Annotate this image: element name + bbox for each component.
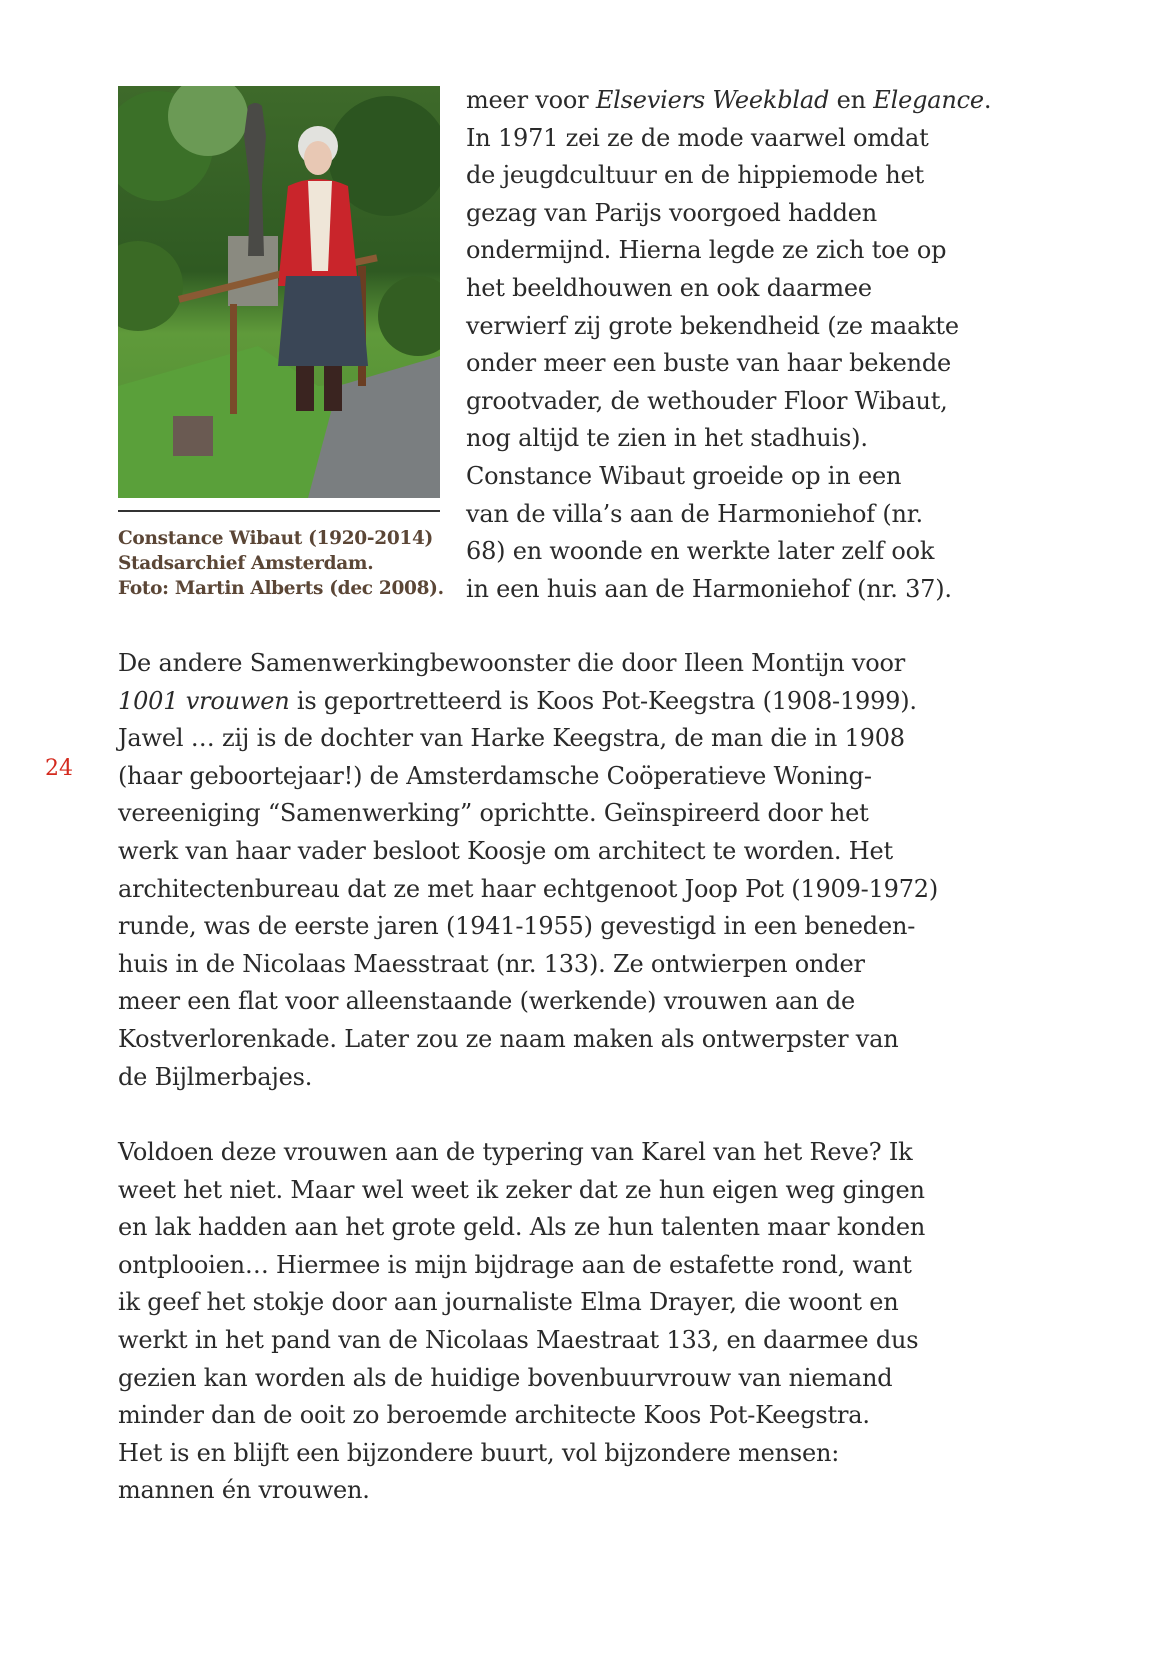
paragraph-conclusion <box>118 1134 1018 1510</box>
paragraph-koos-pot-keegstra <box>118 645 1018 1096</box>
text-line <box>118 683 1018 721</box>
text-line: werkt in het pand van de Nicolaas Maestraat 133, en daarmee dus <box>118 1325 919 1354</box>
text-line: huis in de Nicolaas Maesstraat (nr. 133). Ze ontwierpen onder <box>118 949 865 978</box>
text-line: ondermijnd. Hierna legde ze zich toe op <box>466 236 947 265</box>
portrait-photo <box>118 86 440 498</box>
text-line <box>466 82 1006 120</box>
caption-line: Foto: Martin Alberts (dec 2008). <box>118 578 444 599</box>
caption-divider <box>118 510 440 512</box>
book-title: 1001 vrouwen <box>118 686 290 715</box>
magazine-title: Elegance <box>873 86 984 114</box>
text-line: Jawel … zij is de dochter van Harke Keegstra, de man die in 1908 <box>118 724 905 753</box>
text-line: De andere Samenwerkingbewoonster die door Ileen Montijn voor <box>118 649 906 677</box>
text-line: de Bijlmerbajes. <box>118 1062 313 1091</box>
caption-line: Constance Wibaut (1920-2014) <box>118 528 433 549</box>
text-line: runde, was de eerste jaren (1941-1955) gevestigd in een beneden- <box>118 912 916 941</box>
text-line: in een huis aan de Harmoniehof (nr. 37). <box>466 574 952 603</box>
text-line: meer een flat voor alleenstaande (werkende) vrouwen aan de <box>118 987 855 1016</box>
text-line: ik geef het stokje door aan journaliste Elma Drayer, die woont en <box>118 1288 899 1317</box>
text-line: de jeugdcultuur en de hippiemode het <box>466 161 924 190</box>
text-line: grootvader, de wethouder Floor Wibaut, <box>466 386 948 415</box>
text-line: werk van haar vader besloot Koosje om architect te worden. Het <box>118 836 893 865</box>
text-span: en <box>829 86 874 114</box>
text-line: onder meer een buste van haar bekende <box>466 349 952 378</box>
text-line: (haar geboortejaar!) de Amsterdamsche Coöperatieve Woning- <box>118 761 872 790</box>
text-line: mannen én vrouwen. <box>118 1476 370 1505</box>
text-span: meer voor <box>466 86 596 114</box>
caption-line: Stadsarchief Amsterdam. <box>118 553 374 574</box>
text-line: van de villa’s aan de Harmoniehof (nr. <box>466 499 923 528</box>
magazine-title: Elseviers Weekblad <box>595 86 830 114</box>
page-number: 24 <box>45 756 73 781</box>
text-line: Kostverlorenkade. Later zou ze naam maken als ontwerpster van <box>118 1024 899 1053</box>
text-line: gezag van Parijs voorgoed hadden <box>466 198 878 227</box>
text-line: Het is en blijft een bijzondere buurt, vol bijzondere mensen: <box>118 1438 840 1467</box>
text-line: architectenbureau dat ze met haar echtgenoot Joop Pot (1909-1972) <box>118 874 939 903</box>
text-line: ontplooien… Hiermee is mijn bijdrage aan de estafette rond, want <box>118 1250 912 1279</box>
text-line: minder dan de ooit zo beroemde architecte Koos Pot-Keegstra. <box>118 1401 870 1430</box>
text-line: nog altijd te zien in het stadhuis). <box>466 424 868 453</box>
text-line: gezien kan worden als de huidige bovenbuurvrouw van niemand <box>118 1363 893 1392</box>
photo-caption <box>118 526 458 601</box>
text-line: 68) en woonde en werkte later zelf ook <box>466 537 935 566</box>
text-span: is geportretteerd is Koos Pot-Keegstra (1908-1999). <box>289 686 917 715</box>
text-line: In 1971 zei ze de mode vaarwel omdat <box>466 123 929 152</box>
text-line: Constance Wibaut groeide op in een <box>466 461 902 490</box>
garden-portrait-image <box>118 86 440 498</box>
text-line: Voldoen deze vrouwen aan de typering van Karel van het Reve? Ik <box>118 1138 913 1166</box>
text-line: en lak hadden aan het grote geld. Als ze hun talenten maar konden <box>118 1213 926 1242</box>
text-line: vereeniging “Samenwerking” oprichtte. Geïnspireerd door het <box>118 799 869 828</box>
text-span: . <box>983 86 992 114</box>
text-line: het beeldhouwen en ook daarmee <box>466 273 872 302</box>
text-line: verwierf zij grote bekendheid (ze maakte <box>466 311 959 340</box>
text-line: weet het niet. Maar wel weet ik zeker dat ze hun eigen weg gingen <box>118 1175 925 1204</box>
right-column-text <box>466 82 1006 608</box>
